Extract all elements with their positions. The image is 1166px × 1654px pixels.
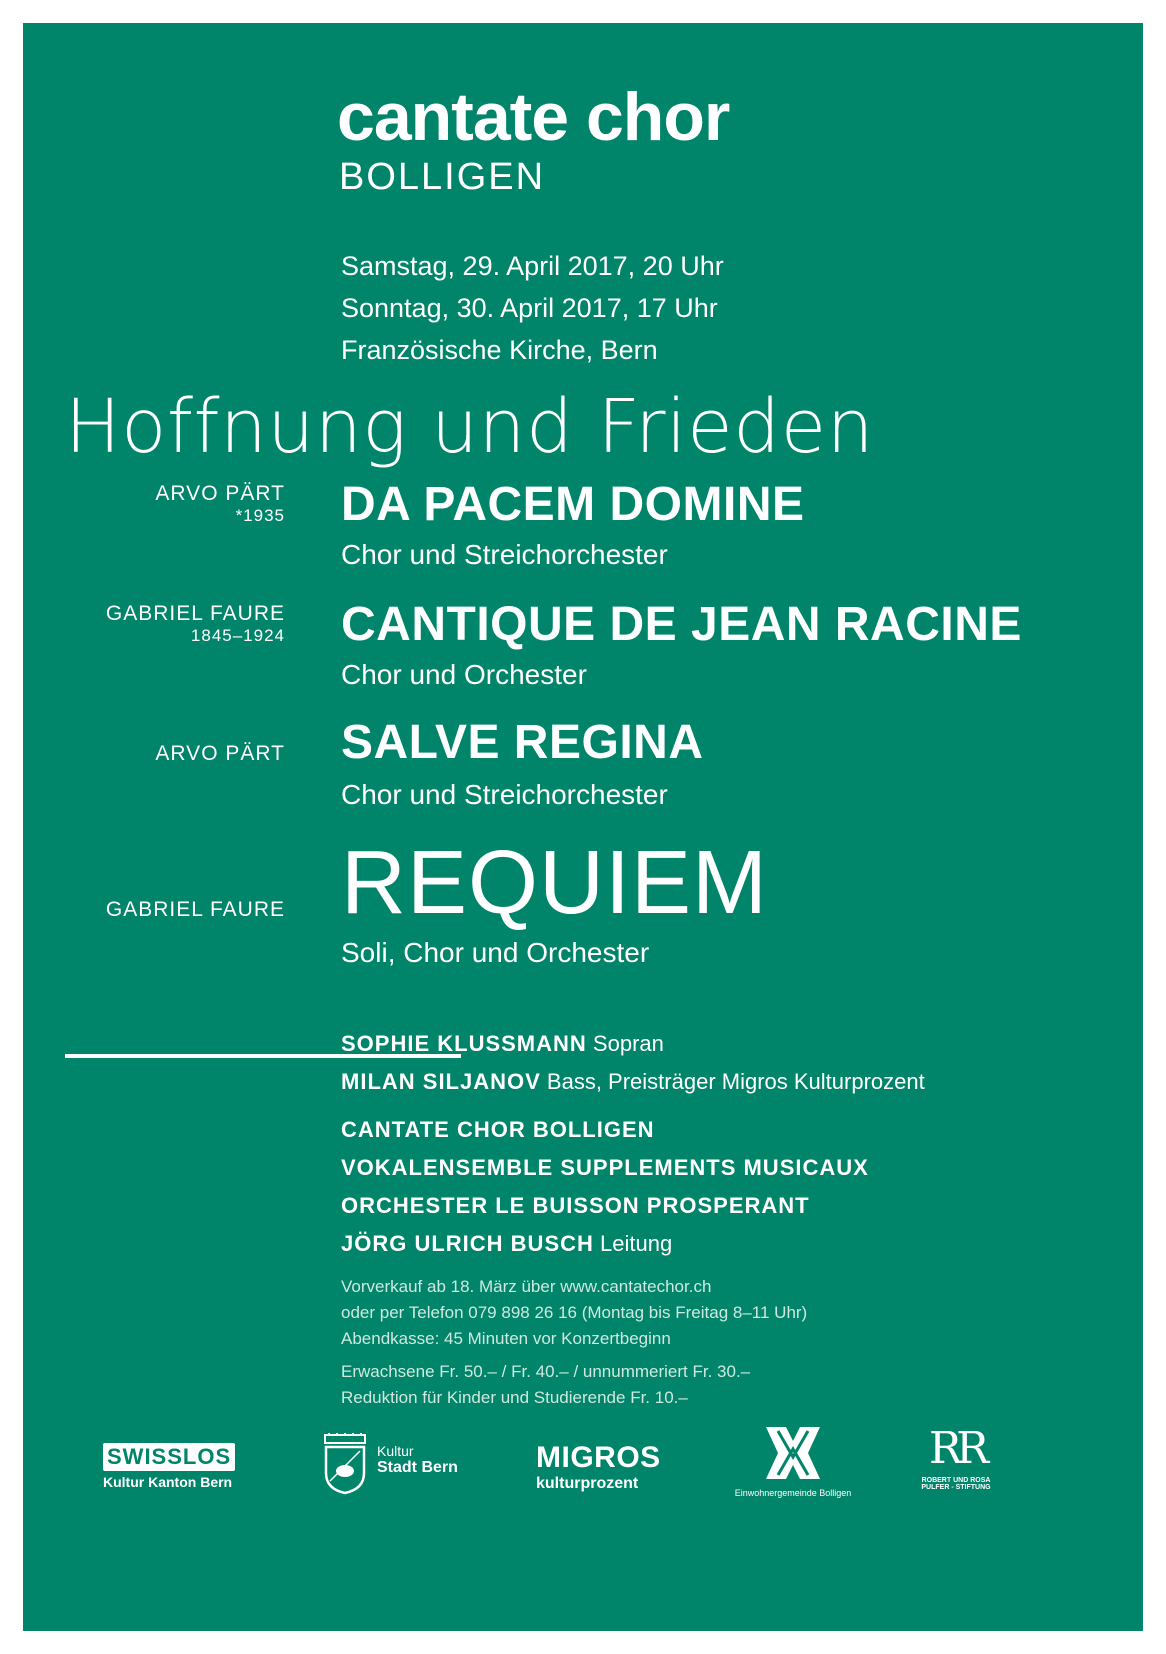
conductor-role: Leitung [600, 1231, 673, 1256]
composer-name-3: ARVO PÄRT [155, 742, 285, 765]
ensemble-1-name: CANTATE CHOR BOLLIGEN [341, 1117, 655, 1142]
composer-years-1: *1935 [235, 506, 285, 525]
composer-1 [23, 483, 285, 527]
soloist-2-role: Bass, Preisträger Migros Kulturprozent [546, 1069, 925, 1094]
concert-dates [341, 245, 724, 371]
swisslos-logo [103, 1443, 235, 1490]
ensemble-2-name: VOKALENSEMBLE SUPPLEMENTS MUSICAUX [341, 1155, 869, 1180]
composer-2 [23, 603, 285, 647]
composer-3 [23, 743, 285, 765]
work-title-1: DA PACEM DOMINE [341, 478, 805, 531]
date-line-2: Sonntag, 30. April 2017, 17 Uhr [341, 293, 718, 323]
stadt-bern-line-2: Stadt Bern [377, 1459, 458, 1476]
choir-title: cantate chor [337, 79, 730, 155]
date-line-1: Samstag, 29. April 2017, 20 Uhr [341, 251, 724, 281]
work-desc-4: Soli, Chor und Orchester [341, 937, 650, 968]
stadt-bern-logo [323, 1433, 458, 1500]
ticket-line-3: Abendkasse: 45 Minuten vor Konzertbeginn [341, 1329, 671, 1348]
work-title-3: SALVE REGINA [341, 716, 704, 769]
choir-subtitle: BOLLIGEN [339, 156, 546, 198]
soloist-1-name: SOPHIE KLUSSMANN [341, 1031, 587, 1056]
conductor [341, 1233, 672, 1255]
pulfer-line-1: ROBERT UND ROSA [921, 1477, 991, 1484]
price-info [341, 1359, 750, 1411]
soloist-1-role: Sopran [592, 1031, 664, 1056]
ticket-line-2: oder per Telefon 079 898 26 16 (Montag bis Freitag 8–11 Uhr) [341, 1303, 808, 1322]
bolligen-logo [718, 1423, 868, 1498]
bolligen-sub: Einwohnergemeinde Bolligen [734, 1488, 852, 1498]
pulfer-line-2: PULFER - STIFTUNG [921, 1484, 991, 1491]
ensemble-3 [341, 1195, 810, 1217]
stadt-bern-text [377, 1443, 497, 1477]
ensemble-2 [341, 1157, 869, 1179]
conductor-name: JÖRG ULRICH BUSCH [341, 1231, 594, 1256]
bolligen-emblem-icon [764, 1423, 822, 1481]
migros-sub: kulturprozent [536, 1475, 639, 1492]
ticket-line-1: Vorverkauf ab 18. März über www.cantatechor.ch [341, 1277, 712, 1296]
pulfer-logo [911, 1423, 1001, 1491]
swisslos-wordmark: SWISSLOS [103, 1443, 235, 1471]
soloist-1 [341, 1033, 664, 1055]
bern-coat-of-arms-icon [323, 1433, 367, 1495]
work-desc-1: Chor und Streichorchester [341, 539, 668, 570]
migros-wordmark: MIGROS [536, 1441, 661, 1474]
soloist-2-name: MILAN SILJANOV [341, 1069, 541, 1094]
migros-logo [536, 1443, 661, 1493]
composer-years-2: 1845–1924 [190, 626, 285, 645]
work-title-4: REQUIEM [341, 833, 769, 933]
work-title-2: CANTIQUE DE JEAN RACINE [341, 598, 1022, 651]
ensemble-3-name: ORCHESTER LE BUISSON PROSPERANT [341, 1193, 810, 1218]
ensemble-1 [341, 1119, 655, 1141]
work-desc-3: Chor und Streichorchester [341, 779, 668, 810]
price-line-1: Erwachsene Fr. 50.– / Fr. 40.– / unnummeriert Fr. 30.– [341, 1362, 751, 1381]
composer-name-1: ARVO PÄRT [155, 482, 285, 505]
concert-headline: Hoffnung und Frieden [65, 384, 875, 470]
stadt-bern-line-1: Kultur [377, 1443, 414, 1459]
ticket-info [341, 1274, 807, 1352]
work-desc-2: Chor und Orchester [341, 659, 587, 690]
venue-line: Französische Kirche, Bern [341, 335, 658, 365]
swisslos-sub: Kultur Kanton Bern [103, 1474, 233, 1490]
composer-name-4: GABRIEL FAURE [105, 898, 285, 921]
soloist-2 [341, 1071, 925, 1093]
pulfer-monogram-icon: RR [928, 1423, 984, 1474]
composer-name-2: GABRIEL FAURE [105, 602, 285, 625]
concert-poster [23, 23, 1143, 1631]
composer-4 [23, 899, 285, 921]
price-line-2: Reduktion für Kinder und Studierende Fr. 10.– [341, 1388, 688, 1407]
